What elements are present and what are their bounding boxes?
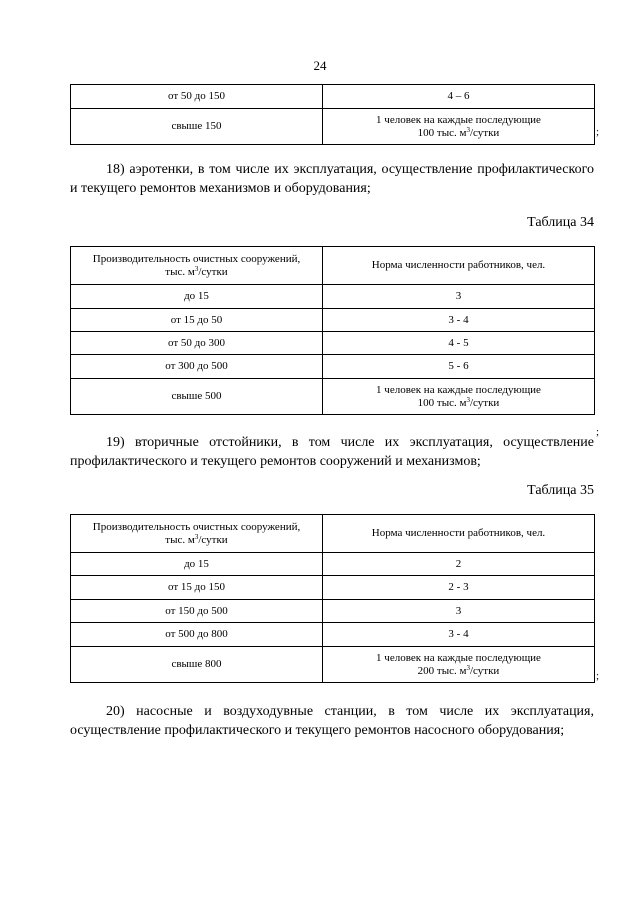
paragraph-text: 18) аэротенки, в том числе их эксплуатация, осуществление профилактического и текущего ремонтов механизмов и оборудования; [70,162,594,196]
table-row [71,285,595,309]
paragraph-18 [70,160,594,198]
superscript: 3 [194,532,199,541]
cell-text: /сутки [198,533,228,546]
table-cell: от 300 до 500 [71,355,323,379]
table-cell: 5 - 6 [323,355,595,379]
superscript: 3 [194,264,199,273]
table-cell: 3 - 4 [323,309,595,332]
paragraph-19 [70,433,594,471]
table-row [71,600,595,623]
table-row [71,553,595,576]
cell-text: /сутки [469,126,500,139]
table-row [71,576,595,600]
superscript: 3 [466,395,470,404]
header-cell: Норма численности работников, чел. [323,515,595,553]
cell-line: 1 человек на каждые последующие [376,113,541,126]
header-cell [71,515,323,553]
table-cell: от 500 до 800 [71,623,323,647]
table-cell [323,109,595,145]
cell-text: 200 тыс. м [417,664,467,677]
paragraph-20 [70,702,594,740]
cell-line: Производительность очистных сооружений, [92,520,301,533]
table-cell: 2 - 3 [323,576,595,600]
table-header-row [71,247,595,285]
table-34-caption: Таблица 34 [527,215,594,230]
table-cell: от 15 до 50 [71,309,323,332]
header-cell [71,247,323,285]
table-cell: до 15 [71,553,323,576]
page-number: 24 [313,58,327,73]
table-cell: от 150 до 500 [71,600,323,623]
cell-line [75,266,318,279]
cell-line [75,534,318,547]
table-34 [70,246,595,415]
table-cell: 4 – 6 [323,85,595,109]
table-cell: от 15 до 150 [71,576,323,600]
paragraph-text: 19) вторичные отстойники, в том числе их эксплуатация, осуществление профилактического и текущего ремонтов сооружений и механизмов; [70,435,594,469]
cell-text: тыс. м [165,533,195,546]
cell-line: 1 человек на каждые последующие [376,651,541,664]
table-cell: 3 [323,285,595,309]
table-cell [323,379,595,415]
table-header-row [71,515,595,553]
table-35 [70,514,595,683]
table-cell [323,647,595,683]
cell-line [327,397,590,410]
table-cell: до 15 [71,285,323,309]
table-row [71,109,595,145]
cell-line [327,127,590,140]
superscript: 3 [466,125,470,134]
table-row [71,379,595,415]
cell-line: Производительность очистных сооружений, [92,252,301,265]
cell-text: /сутки [198,265,228,278]
cell-line [327,665,590,678]
cell-line: 1 человек на каждые последующие [376,383,541,396]
table-row [71,309,595,332]
cell-text: тыс. м [165,265,195,278]
header-cell: Норма численности работников, чел. [323,247,595,285]
table-cell: от 50 до 150 [71,85,323,109]
table-row [71,647,595,683]
table-row [71,85,595,109]
table-cell: 3 [323,600,595,623]
end-mark: ; [596,426,600,438]
table-cell: свыше 500 [71,379,323,415]
table-continuation [70,84,595,145]
table-row [71,623,595,647]
paragraph-text: 20) насосные и воздуходувные станции, в том числе их эксплуатация, осуществление профилактического и текущего ремонтов насосного оборудования; [70,704,594,738]
table-cell: 4 - 5 [323,332,595,355]
table-cell: свыше 800 [71,647,323,683]
end-mark: ; [596,670,600,682]
table-row [71,332,595,355]
table-cell: 2 [323,553,595,576]
table-cell: свыше 150 [71,109,323,145]
table-cell: от 50 до 300 [71,332,323,355]
cell-text: 100 тыс. м [417,126,467,139]
cell-text: /сутки [469,396,500,409]
table-35-caption: Таблица 35 [527,483,594,498]
cell-text: /сутки [469,664,500,677]
superscript: 3 [466,663,470,672]
table-cell: 3 - 4 [323,623,595,647]
cell-text: 100 тыс. м [417,396,467,409]
table-row [71,355,595,379]
end-mark: ; [596,126,600,138]
